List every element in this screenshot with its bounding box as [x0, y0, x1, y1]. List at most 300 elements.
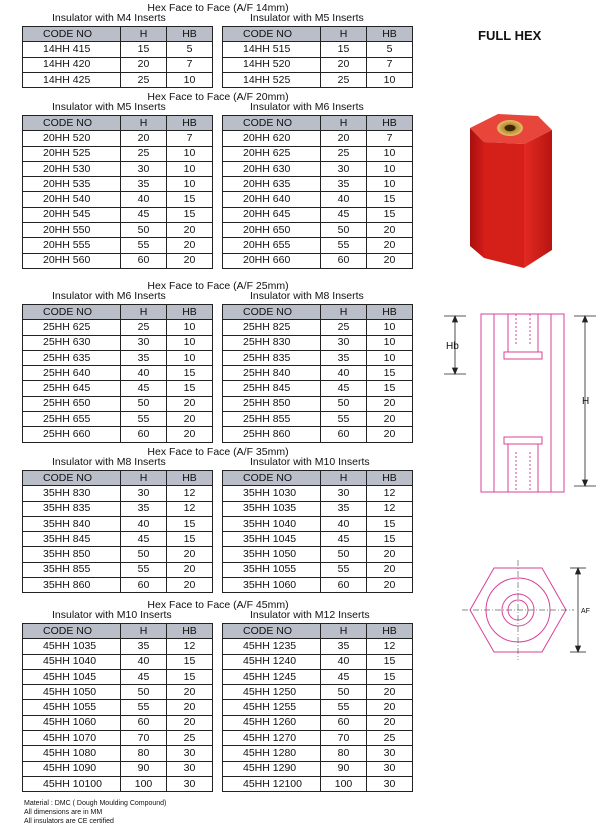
- table-row: [223, 715, 413, 730]
- right-table-subtitle: Insulator with M10 Inserts: [250, 456, 370, 468]
- h-cell: 90: [121, 761, 167, 776]
- h-cell: 35: [121, 501, 167, 516]
- hb-cell: 10: [367, 72, 413, 87]
- code-cell: 45HH 1260: [223, 715, 321, 730]
- h-column-header: H: [321, 624, 367, 639]
- insulator-photo: [458, 108, 558, 274]
- code-cell: 25HH 835: [223, 350, 321, 365]
- hb-cell: 15: [367, 669, 413, 684]
- h-cell: 45: [121, 532, 167, 547]
- hb-cell: 10: [367, 350, 413, 365]
- left-spec-table: [22, 304, 213, 443]
- code-cell: 25HH 845: [223, 381, 321, 396]
- h-cell: 50: [321, 396, 367, 411]
- right-spec-table: [222, 304, 413, 443]
- table-row: [23, 57, 213, 72]
- hb-cell: 12: [167, 639, 213, 654]
- code-column-header: CODE NO: [23, 624, 121, 639]
- section-title: Hex Face to Face (A/F 35mm): [147, 446, 289, 458]
- table-row: [23, 654, 213, 669]
- table-row: [223, 578, 413, 593]
- h-cell: 20: [321, 131, 367, 146]
- code-cell: 20HH 635: [223, 177, 321, 192]
- hb-cell: 10: [167, 72, 213, 87]
- code-cell: 20HH 525: [23, 146, 121, 161]
- left-table-subtitle: Insulator with M4 Inserts: [52, 12, 166, 24]
- code-cell: 35HH 1035: [223, 501, 321, 516]
- code-cell: 35HH 855: [23, 562, 121, 577]
- hb-cell: 5: [167, 42, 213, 57]
- table-row: [23, 320, 213, 335]
- notes: [24, 799, 166, 826]
- af-dimension-label: AF: [581, 608, 590, 615]
- table-row: [23, 335, 213, 350]
- hb-cell: 30: [367, 761, 413, 776]
- table-row: [223, 532, 413, 547]
- table-row: [23, 223, 213, 238]
- hb-cell: 20: [167, 685, 213, 700]
- h-cell: 70: [321, 731, 367, 746]
- code-cell: 20HH 530: [23, 161, 121, 176]
- hb-cell: 10: [167, 350, 213, 365]
- table-row: [23, 776, 213, 791]
- photo-front-face: [484, 142, 524, 268]
- code-cell: 45HH 10100: [23, 776, 121, 791]
- table-row: [223, 776, 413, 791]
- hb-cell: 20: [167, 253, 213, 268]
- side-view-drawing: [436, 304, 608, 504]
- code-column-header: CODE NO: [23, 116, 121, 131]
- hb-cell: 15: [167, 192, 213, 207]
- hb-cell: 20: [367, 685, 413, 700]
- code-column-header: CODE NO: [23, 305, 121, 320]
- h-column-header: H: [121, 471, 167, 486]
- hb-cell: 20: [367, 396, 413, 411]
- hb-cell: 15: [167, 669, 213, 684]
- code-cell: 20HH 520: [23, 131, 121, 146]
- code-column-header: CODE NO: [223, 116, 321, 131]
- table-row: [23, 177, 213, 192]
- hb-dimension-label: Hb: [446, 341, 459, 352]
- hb-cell: 15: [367, 207, 413, 222]
- code-cell: 25HH 630: [23, 335, 121, 350]
- table-row: [223, 427, 413, 442]
- code-cell: 20HH 620: [223, 131, 321, 146]
- hb-cell: 20: [367, 223, 413, 238]
- h-cell: 40: [321, 366, 367, 381]
- right-spec-table: [222, 26, 413, 88]
- hb-cell: 15: [167, 366, 213, 381]
- h-cell: 45: [121, 207, 167, 222]
- h-cell: 15: [121, 42, 167, 57]
- h-cell: 50: [121, 223, 167, 238]
- table-row: [223, 42, 413, 57]
- h-cell: 100: [321, 776, 367, 791]
- h-cell: 40: [321, 192, 367, 207]
- table-row: [23, 427, 213, 442]
- h-column-header: H: [121, 624, 167, 639]
- table-row: [223, 516, 413, 531]
- h-cell: 55: [121, 412, 167, 427]
- code-column-header: CODE NO: [223, 624, 321, 639]
- h-cell: 70: [121, 731, 167, 746]
- code-cell: 14HH 520: [223, 57, 321, 72]
- section-title: Hex Face to Face (A/F 14mm): [147, 2, 289, 14]
- code-cell: 35HH 860: [23, 578, 121, 593]
- hb-cell: 20: [167, 547, 213, 562]
- table-row: [23, 238, 213, 253]
- hb-cell: 15: [367, 516, 413, 531]
- hb-cell: 20: [167, 715, 213, 730]
- h-cell: 25: [321, 146, 367, 161]
- hb-cell: 20: [167, 412, 213, 427]
- code-cell: 45HH 1035: [23, 639, 121, 654]
- h-cell: 45: [321, 532, 367, 547]
- h-cell: 55: [121, 238, 167, 253]
- hb-cell: 20: [167, 427, 213, 442]
- h-cell: 35: [121, 639, 167, 654]
- code-cell: 35HH 845: [23, 532, 121, 547]
- table-row: [23, 146, 213, 161]
- h-cell: 45: [121, 381, 167, 396]
- code-cell: 45HH 1290: [223, 761, 321, 776]
- h-column-header: H: [321, 305, 367, 320]
- right-spec-table: [222, 470, 413, 593]
- h-cell: 50: [321, 547, 367, 562]
- code-column-header: CODE NO: [223, 471, 321, 486]
- code-column-header: CODE NO: [223, 27, 321, 42]
- note-material: Material : DMC ( Dough Moulding Compound): [24, 800, 167, 807]
- table-row: [223, 131, 413, 146]
- hb-cell: 20: [367, 238, 413, 253]
- h-dimension-label: H: [582, 396, 590, 407]
- left-spec-table: [22, 26, 213, 88]
- h-cell: 50: [121, 396, 167, 411]
- h-cell: 35: [321, 350, 367, 365]
- h-cell: 40: [121, 654, 167, 669]
- hb-cell: 10: [167, 335, 213, 350]
- hb-cell: 20: [367, 578, 413, 593]
- left-spec-table: [22, 115, 213, 269]
- table-row: [223, 412, 413, 427]
- code-cell: 20HH 555: [23, 238, 121, 253]
- table-row: [23, 685, 213, 700]
- code-cell: 45HH 1040: [23, 654, 121, 669]
- code-cell: 35HH 830: [23, 486, 121, 501]
- h-cell: 55: [121, 562, 167, 577]
- left-spec-table: [22, 470, 213, 593]
- hb-cell: 12: [367, 501, 413, 516]
- code-cell: 20HH 540: [23, 192, 121, 207]
- hb-cell: 10: [167, 320, 213, 335]
- h-cell: 60: [121, 578, 167, 593]
- hb-cell: 7: [167, 57, 213, 72]
- hb-cell: 30: [167, 746, 213, 761]
- table-row: [23, 381, 213, 396]
- hb-cell: 20: [367, 427, 413, 442]
- h-cell: 60: [121, 253, 167, 268]
- table-row: [223, 562, 413, 577]
- code-cell: 25HH 645: [23, 381, 121, 396]
- right-spec-table: [222, 623, 413, 792]
- hb-cell: 20: [367, 715, 413, 730]
- h-cell: 50: [321, 685, 367, 700]
- code-cell: 45HH 1235: [223, 639, 321, 654]
- table-row: [23, 396, 213, 411]
- table-row: [23, 578, 213, 593]
- table-row: [23, 72, 213, 87]
- code-cell: 20HH 640: [223, 192, 321, 207]
- h-cell: 20: [121, 131, 167, 146]
- hb-cell: 25: [367, 731, 413, 746]
- table-row: [223, 57, 413, 72]
- table-row: [23, 412, 213, 427]
- hb-cell: 20: [167, 562, 213, 577]
- hb-cell: 20: [167, 238, 213, 253]
- h-cell: 60: [121, 427, 167, 442]
- h-cell: 25: [121, 146, 167, 161]
- h-column-header: H: [121, 116, 167, 131]
- code-cell: 25HH 635: [23, 350, 121, 365]
- h-cell: 40: [121, 192, 167, 207]
- table-row: [223, 731, 413, 746]
- code-cell: 25HH 860: [223, 427, 321, 442]
- right-table-subtitle: Insulator with M12 Inserts: [250, 609, 370, 621]
- hb-cell: 15: [167, 532, 213, 547]
- hb-cell: 20: [367, 547, 413, 562]
- code-cell: 20HH 625: [223, 146, 321, 161]
- table-row: [223, 350, 413, 365]
- code-cell: 45HH 1060: [23, 715, 121, 730]
- right-table-subtitle: Insulator with M5 Inserts: [250, 12, 364, 24]
- left-table-subtitle: Insulator with M10 Inserts: [52, 609, 172, 621]
- hb-cell: 15: [167, 516, 213, 531]
- code-cell: 25HH 650: [23, 396, 121, 411]
- code-cell: 20HH 650: [223, 223, 321, 238]
- h-cell: 40: [321, 516, 367, 531]
- left-table-subtitle: Insulator with M6 Inserts: [52, 290, 166, 302]
- table-row: [223, 72, 413, 87]
- hb-column-header: HB: [367, 471, 413, 486]
- right-table-subtitle: Insulator with M8 Inserts: [250, 290, 364, 302]
- table-row: [223, 146, 413, 161]
- code-cell: 45HH 1240: [223, 654, 321, 669]
- h-cell: 80: [121, 746, 167, 761]
- code-cell: 45HH 1280: [223, 746, 321, 761]
- hb-cell: 15: [367, 366, 413, 381]
- hb-column-header: HB: [367, 305, 413, 320]
- table-row: [223, 207, 413, 222]
- table-row: [23, 42, 213, 57]
- table-row: [223, 238, 413, 253]
- table-row: [23, 731, 213, 746]
- h-cell: 35: [321, 177, 367, 192]
- hb-column-header: HB: [167, 27, 213, 42]
- hb-cell: 15: [367, 654, 413, 669]
- h-cell: 30: [121, 161, 167, 176]
- table-row: [223, 654, 413, 669]
- table-row: [23, 669, 213, 684]
- hb-column-header: HB: [167, 624, 213, 639]
- hb-cell: 10: [367, 320, 413, 335]
- h-cell: 35: [321, 501, 367, 516]
- table-row: [223, 192, 413, 207]
- hb-cell: 10: [367, 335, 413, 350]
- h-cell: 100: [121, 776, 167, 791]
- h-cell: 30: [321, 161, 367, 176]
- h-column-header: H: [121, 27, 167, 42]
- h-cell: 25: [321, 320, 367, 335]
- code-cell: 35HH 1030: [223, 486, 321, 501]
- code-cell: 45HH 1245: [223, 669, 321, 684]
- hb-column-header: HB: [367, 116, 413, 131]
- h-cell: 80: [321, 746, 367, 761]
- h-cell: 45: [321, 381, 367, 396]
- hb-cell: 12: [167, 501, 213, 516]
- hb-cell: 30: [367, 776, 413, 791]
- h-cell: 55: [321, 700, 367, 715]
- table-row: [223, 639, 413, 654]
- hb-cell: 15: [167, 381, 213, 396]
- code-cell: 35HH 835: [23, 501, 121, 516]
- table-row: [223, 396, 413, 411]
- h-cell: 20: [121, 57, 167, 72]
- table-row: [223, 161, 413, 176]
- hb-column-header: HB: [367, 624, 413, 639]
- h-cell: 60: [321, 578, 367, 593]
- code-cell: 20HH 660: [223, 253, 321, 268]
- h-cell: 25: [121, 320, 167, 335]
- h-cell: 55: [121, 700, 167, 715]
- table-row: [223, 381, 413, 396]
- table-row: [23, 486, 213, 501]
- h-column-header: H: [321, 471, 367, 486]
- code-cell: 14HH 515: [223, 42, 321, 57]
- h-column-header: H: [321, 116, 367, 131]
- code-cell: 35HH 1045: [223, 532, 321, 547]
- code-cell: 35HH 1050: [223, 547, 321, 562]
- note-certification: All insulators are CE certified: [24, 818, 114, 825]
- table-row: [23, 516, 213, 531]
- h-cell: 50: [321, 223, 367, 238]
- h-column-header: H: [321, 27, 367, 42]
- hb-cell: 12: [367, 486, 413, 501]
- left-table-subtitle: Insulator with M5 Inserts: [52, 101, 166, 113]
- code-cell: 45HH 1055: [23, 700, 121, 715]
- code-column-header: CODE NO: [23, 27, 121, 42]
- table-row: [23, 715, 213, 730]
- hb-cell: 10: [367, 177, 413, 192]
- top-view-drawing: [458, 560, 608, 670]
- table-row: [223, 177, 413, 192]
- hb-cell: 20: [167, 223, 213, 238]
- h-cell: 60: [321, 715, 367, 730]
- table-row: [223, 366, 413, 381]
- hb-cell: 10: [367, 161, 413, 176]
- hb-cell: 20: [167, 700, 213, 715]
- code-cell: 20HH 655: [223, 238, 321, 253]
- table-row: [23, 131, 213, 146]
- code-cell: 45HH 1050: [23, 685, 121, 700]
- h-cell: 60: [321, 427, 367, 442]
- h-cell: 45: [121, 669, 167, 684]
- table-row: [23, 639, 213, 654]
- section-title: Hex Face to Face (A/F 20mm): [147, 91, 289, 103]
- code-cell: 45HH 1270: [223, 731, 321, 746]
- h-cell: 35: [121, 177, 167, 192]
- hb-cell: 10: [367, 146, 413, 161]
- h-cell: 20: [321, 57, 367, 72]
- right-table-subtitle: Insulator with M6 Inserts: [250, 101, 364, 113]
- code-cell: 20HH 560: [23, 253, 121, 268]
- code-cell: 45HH 1045: [23, 669, 121, 684]
- table-row: [23, 207, 213, 222]
- table-row: [23, 192, 213, 207]
- hb-column-header: HB: [367, 27, 413, 42]
- h-cell: 55: [321, 412, 367, 427]
- h-cell: 55: [321, 562, 367, 577]
- table-row: [223, 761, 413, 776]
- code-cell: 20HH 545: [23, 207, 121, 222]
- code-cell: 25HH 655: [23, 412, 121, 427]
- table-row: [23, 366, 213, 381]
- h-cell: 40: [321, 654, 367, 669]
- hb-column-header: HB: [167, 116, 213, 131]
- h-cell: 15: [321, 42, 367, 57]
- code-cell: 35HH 1055: [223, 562, 321, 577]
- hb-cell: 10: [167, 146, 213, 161]
- code-cell: 25HH 640: [23, 366, 121, 381]
- hb-cell: 30: [167, 761, 213, 776]
- hb-cell: 20: [167, 396, 213, 411]
- h-cell: 30: [121, 335, 167, 350]
- hb-cell: 20: [367, 562, 413, 577]
- hb-cell: 30: [167, 776, 213, 791]
- code-cell: 45HH 12100: [223, 776, 321, 791]
- table-row: [223, 320, 413, 335]
- h-column-header: H: [121, 305, 167, 320]
- table-row: [23, 700, 213, 715]
- h-cell: 30: [321, 486, 367, 501]
- h-cell: 30: [321, 335, 367, 350]
- code-cell: 35HH 850: [23, 547, 121, 562]
- h-cell: 45: [321, 669, 367, 684]
- hb-cell: 20: [167, 578, 213, 593]
- table-row: [23, 253, 213, 268]
- code-cell: 35HH 1060: [223, 578, 321, 593]
- right-spec-table: [222, 115, 413, 269]
- table-row: [223, 547, 413, 562]
- table-row: [23, 562, 213, 577]
- table-row: [223, 669, 413, 684]
- table-row: [23, 761, 213, 776]
- code-cell: 45HH 1250: [223, 685, 321, 700]
- h-cell: 55: [321, 238, 367, 253]
- code-cell: 14HH 415: [23, 42, 121, 57]
- h-cell: 60: [321, 253, 367, 268]
- hb-cell: 12: [167, 486, 213, 501]
- h-cell: 40: [121, 366, 167, 381]
- h-cell: 90: [321, 761, 367, 776]
- table-row: [223, 223, 413, 238]
- table-row: [223, 746, 413, 761]
- h-cell: 25: [121, 72, 167, 87]
- table-row: [223, 501, 413, 516]
- code-column-header: CODE NO: [223, 305, 321, 320]
- h-cell: 30: [121, 486, 167, 501]
- hb-cell: 10: [167, 161, 213, 176]
- h-cell: 35: [321, 639, 367, 654]
